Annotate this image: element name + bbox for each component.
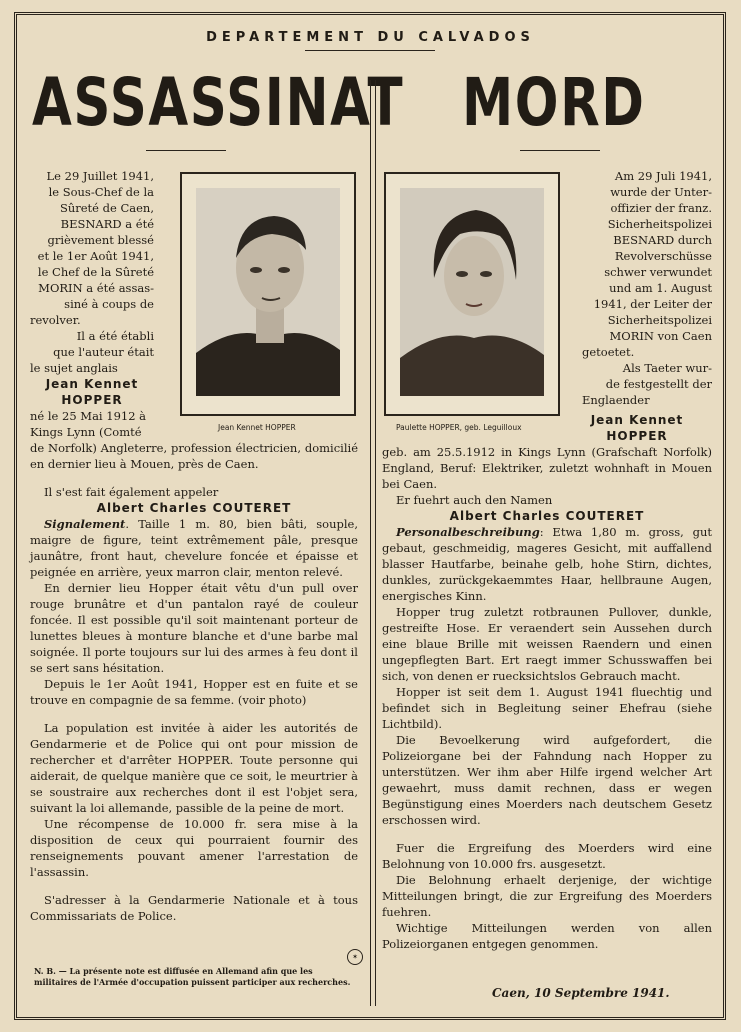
- fr-established-line: Il a été établi: [76, 329, 154, 343]
- title-german-rule: [520, 150, 600, 151]
- fr-intro-line: revolver.: [30, 313, 81, 327]
- fr-intro-line: BESNARD a été: [60, 217, 154, 231]
- fr-born-full: de Norfolk) Angleterre, profession électricien, domicilié en dernier lieu à Mouen, près de Caen.: [30, 441, 358, 471]
- header-rule: [305, 50, 435, 51]
- issue-date: Caen, 10 Septembre 1941.: [492, 986, 670, 1000]
- fr-fled: Depuis le 1er Août 1941, Hopper est en fuite et se trouve en compagnie de sa femme. (voir photo): [30, 677, 358, 707]
- fr-nb-note: N. B. — La présente note est diffusée en Allemand afin que les militaires de l'Armée d'occupation puissent participer aux recherches.: [34, 966, 351, 987]
- de-alias-intro: Er fuehrt auch den Namen: [396, 493, 553, 507]
- de-intro-line: MORIN von Caen: [609, 329, 712, 343]
- de-suspect-name-last: HOPPER: [606, 429, 668, 443]
- de-contact: Wichtige Mitteilungen werden von allen Polizeiorganen entgegen genommen.: [382, 921, 712, 951]
- de-intro-line: offizier der franz.: [610, 201, 712, 215]
- fr-intro-line: Le 29 Juillet 1941,: [46, 169, 154, 183]
- fr-alias-intro: Il s'est fait également appeler: [44, 485, 219, 499]
- de-suspect-name-first: Jean Kennet: [590, 413, 684, 427]
- de-born: geb. am 25.5.1912 in Kings Lynn (Grafschaft Norfolk) England, Beruf: Elektriker, zuletzt wohnhaft in Mouen bei Caen.: [382, 445, 712, 491]
- de-fled: Hopper ist seit dem 1. August 1941 fluechtig und befindet sich in Begleitung seiner Ehefrau (siehe Lichtbild).: [382, 685, 712, 731]
- de-reward: Fuer die Ergreifung des Moerders wird eine Belohnung von 10.000 frs. ausgesetzt.: [382, 841, 712, 871]
- de-signal-label: Personalbeschreibung: [396, 525, 540, 539]
- fr-intro-block: [30, 168, 154, 440]
- fr-born-line: né le 25 Mai 1912 à: [30, 409, 147, 423]
- de-appeal: Die Bevoelkerung wird aufgefordert, die Polizeiorgane bei der Fahndung nach Hopper zu unterstützen. Wer ihm aber Hilfe irgend welcher Art gewaehrt, muss damit rechnen, dass er wegen Begünstigung eines Moerders nach deutschem Gesetz erschossen wird.: [382, 733, 712, 827]
- department-header: DEPARTEMENT DU CALVADOS: [206, 30, 535, 45]
- de-name-block: [562, 412, 712, 444]
- fr-intro-line: Sûreté de Caen,: [59, 201, 154, 215]
- de-intro-line: Sicherheitspolizei: [607, 313, 712, 327]
- fr-established-line: que l'auteur était: [53, 345, 154, 359]
- column-divider: [370, 80, 376, 1006]
- fr-clothes: En dernier lieu Hopper était vêtu d'un pull over rouge brunâtre et d'un pantalon rayé de couleur foncée. Il est possible qu'il soit maintenant porteur de lunettes bleues à monture blanche et d'une barbe mal soignée. Il porte toujours sur lui des armes à feu dont il se sert sans hésitation.: [30, 581, 358, 675]
- fr-intro-line: le Chef de la Sûreté: [37, 265, 154, 279]
- fr-intro-line: grièvement blessé: [47, 233, 154, 247]
- portrait-woman: [400, 188, 544, 396]
- fr-contact: S'adresser à la Gendarmerie Nationale et à tous Commissariats de Police.: [30, 893, 358, 923]
- fr-intro-line: le Sous-Chef de la: [48, 185, 154, 199]
- fr-signal-label: Signalement: [44, 517, 126, 531]
- de-intro-line: wurde der Unter-: [610, 185, 712, 199]
- fr-intro-line: siné à coups de: [64, 297, 154, 311]
- de-intro-line: BESNARD durch: [613, 233, 712, 247]
- de-clothes: Hopper trug zuletzt rotbraunen Pullover, dunkle, gestreifte Hose. Er veraendert sein Aussehen durch eine blaue Brille mit weissen Raendern und einen ungepflegten Bart. Ert raegt immer Schusswaffen bei sich, von denen er ruecksichtslos Gebrauch macht.: [382, 605, 712, 683]
- fr-alias-name: Albert Charles COUTERET: [96, 501, 292, 515]
- de-intro-line: schwer verwundet: [604, 265, 712, 279]
- photo-jean-hopper: [180, 172, 356, 432]
- title-french: ASSASSINAT: [32, 64, 405, 141]
- fr-suspect-name-last: HOPPER: [61, 393, 123, 407]
- fr-established-line: le sujet anglais: [30, 361, 118, 375]
- fr-born-line: Kings Lynn (Comté: [30, 425, 142, 439]
- fr-signal-text: . Taille 1 m. 80, bien bâti, souple, maigre de figure, teint extrêmement pâle, presque jaunâtre, front haut, chevelure foncée et épaisse et peignée en arrière, yeux marron clair, menton relevé.: [30, 517, 358, 579]
- fr-body: [30, 440, 358, 924]
- de-signal-text: : Etwa 1,80 m. gross, gut gebaut, geschmeidig, mageres Gesicht, mit auffallend blasser Hautfarbe, beinahe gelb, hohe Stirn, dichtes, dunkles, zurückgekaemmtes Haar, hellbraune Augen, energisches Kinn.: [382, 525, 712, 603]
- fr-intro-line: MORIN a été assas-: [38, 281, 154, 295]
- de-established-line: Englaender: [582, 393, 650, 407]
- de-intro-line: und am 1. August: [609, 281, 712, 295]
- photo-caption-right: Paulette HOPPER, geb. Leguilloux: [396, 423, 522, 432]
- de-alias-name: Albert Charles COUTERET: [449, 509, 645, 523]
- fr-suspect-name-first: Jean Kennet: [45, 377, 139, 391]
- de-body: [382, 444, 712, 952]
- de-reward2: Die Belohnung erhaelt derjenige, der wichtige Mitteilungen bringt, die zur Ergreifung des Moerders fuehren.: [382, 873, 712, 919]
- de-established-line: Als Taeter wur-: [622, 361, 712, 375]
- de-intro-line: getoetet.: [582, 345, 635, 359]
- de-intro-line: Am 29 Juli 1941,: [614, 169, 712, 183]
- portrait-man: [196, 188, 340, 396]
- title-german: MORD: [462, 64, 646, 141]
- printer-stamp-icon: ✶: [347, 949, 363, 965]
- photo-caption-left: Jean Kennet HOPPER: [218, 423, 296, 432]
- de-intro-block: [582, 168, 712, 408]
- de-intro-line: Sicherheitspolizei: [607, 217, 712, 231]
- de-intro-line: 1941, der Leiter der: [593, 297, 712, 311]
- fr-reward: Une récompense de 10.000 fr. sera mise à la disposition de ceux qui pourraient fournir des renseignements pouvant amener l'arrestation de l'assassin.: [30, 817, 358, 879]
- de-intro-line: Revolverschüsse: [614, 249, 712, 263]
- photo-paulette-hopper: [384, 172, 560, 432]
- fr-intro-line: et le 1er Août 1941,: [37, 249, 154, 263]
- title-french-rule: [146, 150, 226, 151]
- fr-appeal: La population est invitée à aider les autorités de Gendarmerie et de Police qui ont pour mission de rechercher et d'arrêter HOPPER. Toute personne qui aiderait, de quelque manière que ce soit, le meurtrier à se soustraire aux recherches dont il est l'objet sera, suivant la loi allemande, passible de la peine de mort.: [30, 721, 358, 815]
- de-established-line: de festgestellt der: [605, 377, 712, 391]
